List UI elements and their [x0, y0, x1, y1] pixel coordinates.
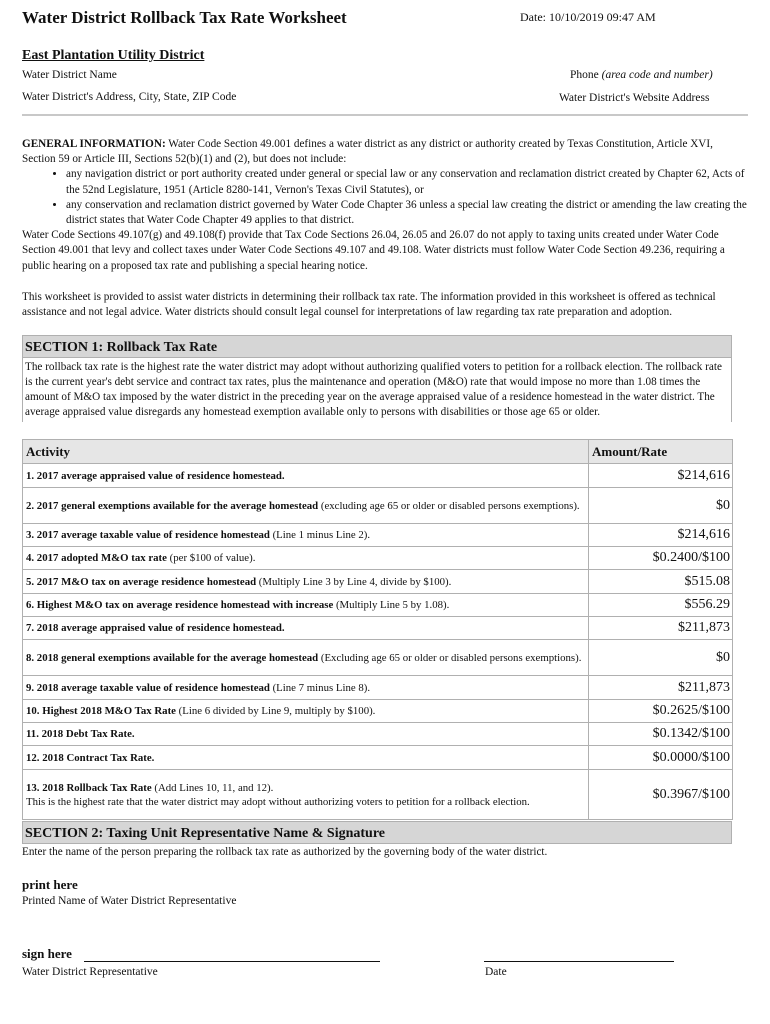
table-row — [23, 594, 733, 617]
address-label: Water District's Address, City, State, ZIP Code — [22, 91, 237, 103]
row-value: $211,873 — [589, 676, 733, 700]
row-label: 5. 2017 M&O tax on average residence homestead — [26, 575, 257, 588]
row-detail: (Line 7 minus Line 8). — [269, 681, 371, 694]
row-activity — [23, 723, 589, 746]
date-line[interactable] — [484, 961, 674, 962]
table-row — [23, 723, 733, 746]
row-activity — [23, 570, 589, 594]
row-label: 8. 2018 general exemptions available for the average homestead — [26, 651, 319, 664]
table-row — [23, 488, 733, 524]
row-detail: (Multiply Line 5 by 1.08). — [333, 599, 450, 611]
row-value: $556.29 — [589, 594, 733, 617]
general-heading: GENERAL INFORMATION: — [22, 138, 166, 150]
district-name: East Plantation Utility District — [22, 48, 205, 63]
row-label: 11. 2018 Debt Tax Rate. — [26, 728, 135, 740]
table-row — [23, 464, 733, 488]
row-label: 1. 2017 average appraised value of residence homestead. — [26, 469, 285, 482]
general-after: Water Code Sections 49.107(g) and 49.108(f) provide that Tax Code Sections 26.04, 26.05 and 26.07 do not apply to taxing units created under Water Code Section 49.001 that levy and collect taxes under Water Code Sections 49.107 and 49.108. Water districts must follow Water Code Section 49.236, requiring a public hearing on a proposed tax rate and publishing a special hearing notice. — [22, 229, 725, 272]
signature-line[interactable] — [84, 961, 380, 962]
document-title: Water District Rollback Tax Rate Worksheet — [22, 8, 347, 27]
general-intro: Water Code Section 49.001 defines a water district as any district or authority created by Texas Constitution, Article XVI, Section 59 or Article III, Sections 52(b)(1) and (2), but does not include: — [22, 138, 713, 166]
table-row — [23, 746, 733, 770]
print-here-label: print here — [22, 877, 78, 892]
row-detail: (Add Lines 10, 11, and 12). — [151, 781, 274, 794]
general-information — [22, 137, 748, 274]
general-bullet: • any navigation district or port authority created under general or special law or any conservation and reclamation district created by Chapter 62, Acts of the 52nd Legislature, 1951 (Article 8280-141, Vernon's Texas Civil Statutes), or — [66, 167, 748, 197]
row-activity — [23, 700, 589, 723]
phone-label-group — [570, 69, 713, 81]
row-value: $515.08 — [589, 570, 733, 594]
section2-title: SECTION 2: Taxing Unit Representative Name & Signature — [22, 821, 732, 844]
phone-hint: (area code and number) — [601, 69, 713, 81]
row-detail: (Line 1 minus Line 2). — [269, 529, 371, 541]
row-value: $0.1342/$100 — [589, 723, 733, 746]
sign-here-label: sign here — [22, 946, 72, 961]
row-label: 6. Highest M&O tax on average residence homestead with increase — [26, 599, 334, 611]
worksheet-note: This worksheet is provided to assist water districts in determining their rollback tax rate. The information provided in this worksheet is offered as technical assistance and not legal advice. Water districts should consult legal counsel for interpretations of law regarding tax rate preparation and adoption. — [22, 291, 716, 319]
website-label: Water District's Website Address — [559, 92, 710, 104]
header-divider — [22, 114, 748, 116]
rep-label: Water District Representative — [22, 966, 158, 978]
table-row — [23, 700, 733, 723]
row-label: 10. Highest 2018 M&O Tax Rate — [26, 705, 176, 717]
row-activity — [23, 464, 589, 488]
rollback-table — [22, 439, 733, 820]
row-label: 12. 2018 Contract Tax Rate. — [26, 751, 155, 764]
row-activity — [23, 770, 589, 820]
row-activity — [23, 640, 589, 676]
row-label: 13. 2018 Rollback Tax Rate — [26, 781, 152, 794]
table-row — [23, 676, 733, 700]
row-activity — [23, 594, 589, 617]
date-label: Date — [485, 966, 507, 978]
row-value: $214,616 — [589, 464, 733, 488]
row-value: $0 — [589, 640, 733, 676]
col-amount: Amount/Rate — [589, 440, 733, 464]
row-label: 4. 2017 adopted M&O tax rate — [26, 552, 167, 564]
table-row — [23, 547, 733, 570]
row-activity — [23, 746, 589, 770]
general-bullets — [22, 167, 748, 228]
row-label: 9. 2018 average taxable value of residence homestead — [26, 681, 270, 694]
row-value: $0.2625/$100 — [589, 700, 733, 723]
phone-label: Phone — [570, 69, 599, 81]
document-date: Date: 10/10/2019 09:47 AM — [520, 10, 656, 24]
row-value: $0 — [589, 488, 733, 524]
section1-title: SECTION 1: Rollback Tax Rate — [22, 335, 732, 358]
row-detail: (per $100 of value). — [166, 552, 256, 564]
row-value: $0.3967/$100 — [589, 770, 733, 820]
row-extra: This is the highest rate that the water district may adopt without authorizing voters to petition for a rollback election. — [26, 795, 530, 808]
row-activity — [23, 524, 589, 547]
row-detail: (excluding age 65 or older or disabled persons exemptions). — [318, 499, 580, 512]
row-activity — [23, 488, 589, 524]
row-label: 2. 2017 general exemptions available for the average homestead — [26, 499, 319, 512]
table-row — [23, 524, 733, 547]
row-detail: (Excluding age 65 or older or disabled persons exemptions). — [318, 651, 582, 664]
row-label: 3. 2017 average taxable value of residence homestead — [26, 529, 270, 541]
district-name-label: Water District Name — [22, 69, 117, 81]
row-activity — [23, 547, 589, 570]
row-value: $0.2400/$100 — [589, 547, 733, 570]
row-value: $211,873 — [589, 617, 733, 640]
row-activity — [23, 676, 589, 700]
table-row — [23, 640, 733, 676]
table-row — [23, 617, 733, 640]
row-value: $214,616 — [589, 524, 733, 547]
printed-name-label: Printed Name of Water District Representative — [22, 895, 237, 907]
table-row — [23, 570, 733, 594]
col-activity: Activity — [23, 440, 589, 464]
row-detail: (Line 6 divided by Line 9, multiply by $100). — [175, 705, 376, 717]
row-activity — [23, 617, 589, 640]
section1-description: The rollback tax rate is the highest rate the water district may adopt without authorizing qualified voters to petition for a rollback election. The rollback rate is the current year's debt service and contract tax rates, plus the maintenance and operation (M&O) rate that would impose no more than 1.08 times the amount of M&O tax imposed by the water district in the preceding year on the average appraised value of a residence homestead in the water district. The average appraised value disregards any homestead exemption available only to persons with disabilities or those age 65 or older. — [22, 358, 732, 422]
row-detail: (Multiply Line 3 by Line 4, divide by $100). — [256, 575, 452, 588]
general-bullet: • any conservation and reclamation district governed by Water Code Chapter 36 unless a special law creating the district or amending the law creating the district states that Water Code Chapter 49 applies to that district. — [66, 198, 748, 228]
section2-description: Enter the name of the person preparing the rollback tax rate as authorized by the governing body of the water district. — [22, 846, 548, 858]
table-row — [23, 770, 733, 820]
table-header-row — [23, 440, 733, 464]
row-value: $0.0000/$100 — [589, 746, 733, 770]
row-label: 7. 2018 average appraised value of residence homestead. — [26, 622, 285, 634]
